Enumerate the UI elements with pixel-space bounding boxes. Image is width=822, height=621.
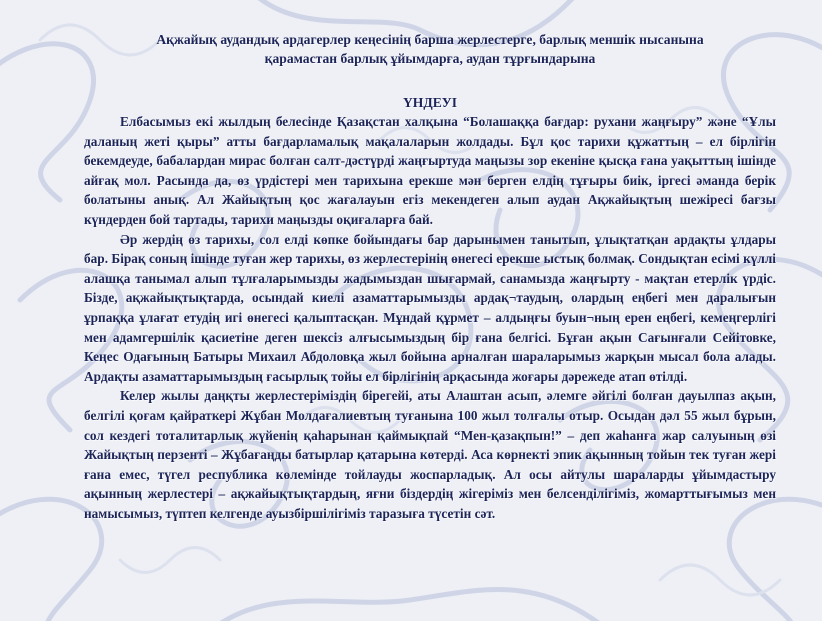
appeal-document — [84, 30, 776, 523]
heading-line-1: Ақжайық аудандық ардагерлер кеңесінің барша жерлестерге, барлық меншік нысанына — [156, 32, 704, 47]
paragraph-3: Келер жылы даңқты жерлестеріміздің бірегейі, аты Алаштан асып, әлемге әйгілі болған дауылпаз ақын, белгілі қоғам қайраткері Жұбан Молдағалиевтың туғанына 100 жыл толғалы отыр. Осыдан дәл 55 жыл бұрын, сол кездегі тоталитарлық жүйенің қаһарынан қаймықпай “Мен-қазақпын!” – деп жаһанға жар салуының өзі Жайықтың перзенті – Жұбағаңды батырлар қатарына көтерді. Аса көрнекті эпик ақынның тойын тек туған жері ғана емес, түгел республика көлемінде тойлауды жоспарладық. Ал осы айтулы шараларды ұйымдастыру ақынның жерлестері – ақжайықтықтардың, яғни біздердің жігеріміз мен белсенділігіміз, жомарттығымыз мен намысымыз, түптеп келгенде ауызбіршілігіміз таразыға түсетін сәт. — [84, 388, 776, 521]
paragraph-2: Әр жердің өз тарихы, сол елді көпке бойындағы бар дарынымен танытып, ұлықтатқан ардақты ұлдары бар. Бірақ соның ішінде туған жер тарихы, өз жерлестерінің өнегесі ерекше ыстық болмақ. Сондықтан есімі күллі алашқа танымал алып тұлғаларымызды жадымыздан шығармай, санамызда жаңғырту - мақтан етерлік үрдіс. Бізде, ақжайықтықтарда, осындай киелі азаматтарымызды ардақ¬таудың, олардың еңбегі мен даралығын ұрпаққа ұлағат етудің игі өнегесі қалыптасқан. Мұндай құрмет – алдыңғы буын¬ның ерен еңбегі, кемеңгерлігі мен адамгершілік қасиетіне деген шексіз алғысымыздың бір ғана белгісі. Бұған ақын Сағынғали Сейітовке, Кеңес Одағының Батыры Михаил Абдоловқа жыл бойына арналған шараларымыз жарқын мысал бола алады. Ардақты азаматтарымыздың ғасырлық тойы ел бірлігінің арқасында жоғары дәрежеде атап өтілді. — [84, 231, 776, 384]
document-heading — [84, 30, 776, 68]
paragraph-1: Елбасымыз екі жылдың белесінде Қазақстан халқына “Болашаққа бағдар: рухани жаңғыру” және “Ұлы даланың жеті қыры” атты бағдарламалық мақалаларын жолдады. Бұл қос тарихи құжаттың – ел бірлігін бекемдеуде, бабалардан мирас болған салт-дәстүрді жаңғыртуда маңызы зор екеніне қысқа ғана уақыттың ішінде айғақ мол. Расында да, өз үрдістері мен тарихына ерекше мән берген елдің тұғыры биік, іргесі әманда берік болатыны анық. Ал Жайықтың қос жағалауын егіз мекендеген алып аудан Ақжайықтың шежіресі бағзы күндерден бой тартады, тарихи маңызды оқиғаларға бай. — [84, 114, 776, 227]
document-title: ҮНДЕУІ — [402, 95, 458, 110]
heading-line-2: қарамастан барлық ұйымдарға, аудан тұрғындарына — [264, 51, 596, 66]
